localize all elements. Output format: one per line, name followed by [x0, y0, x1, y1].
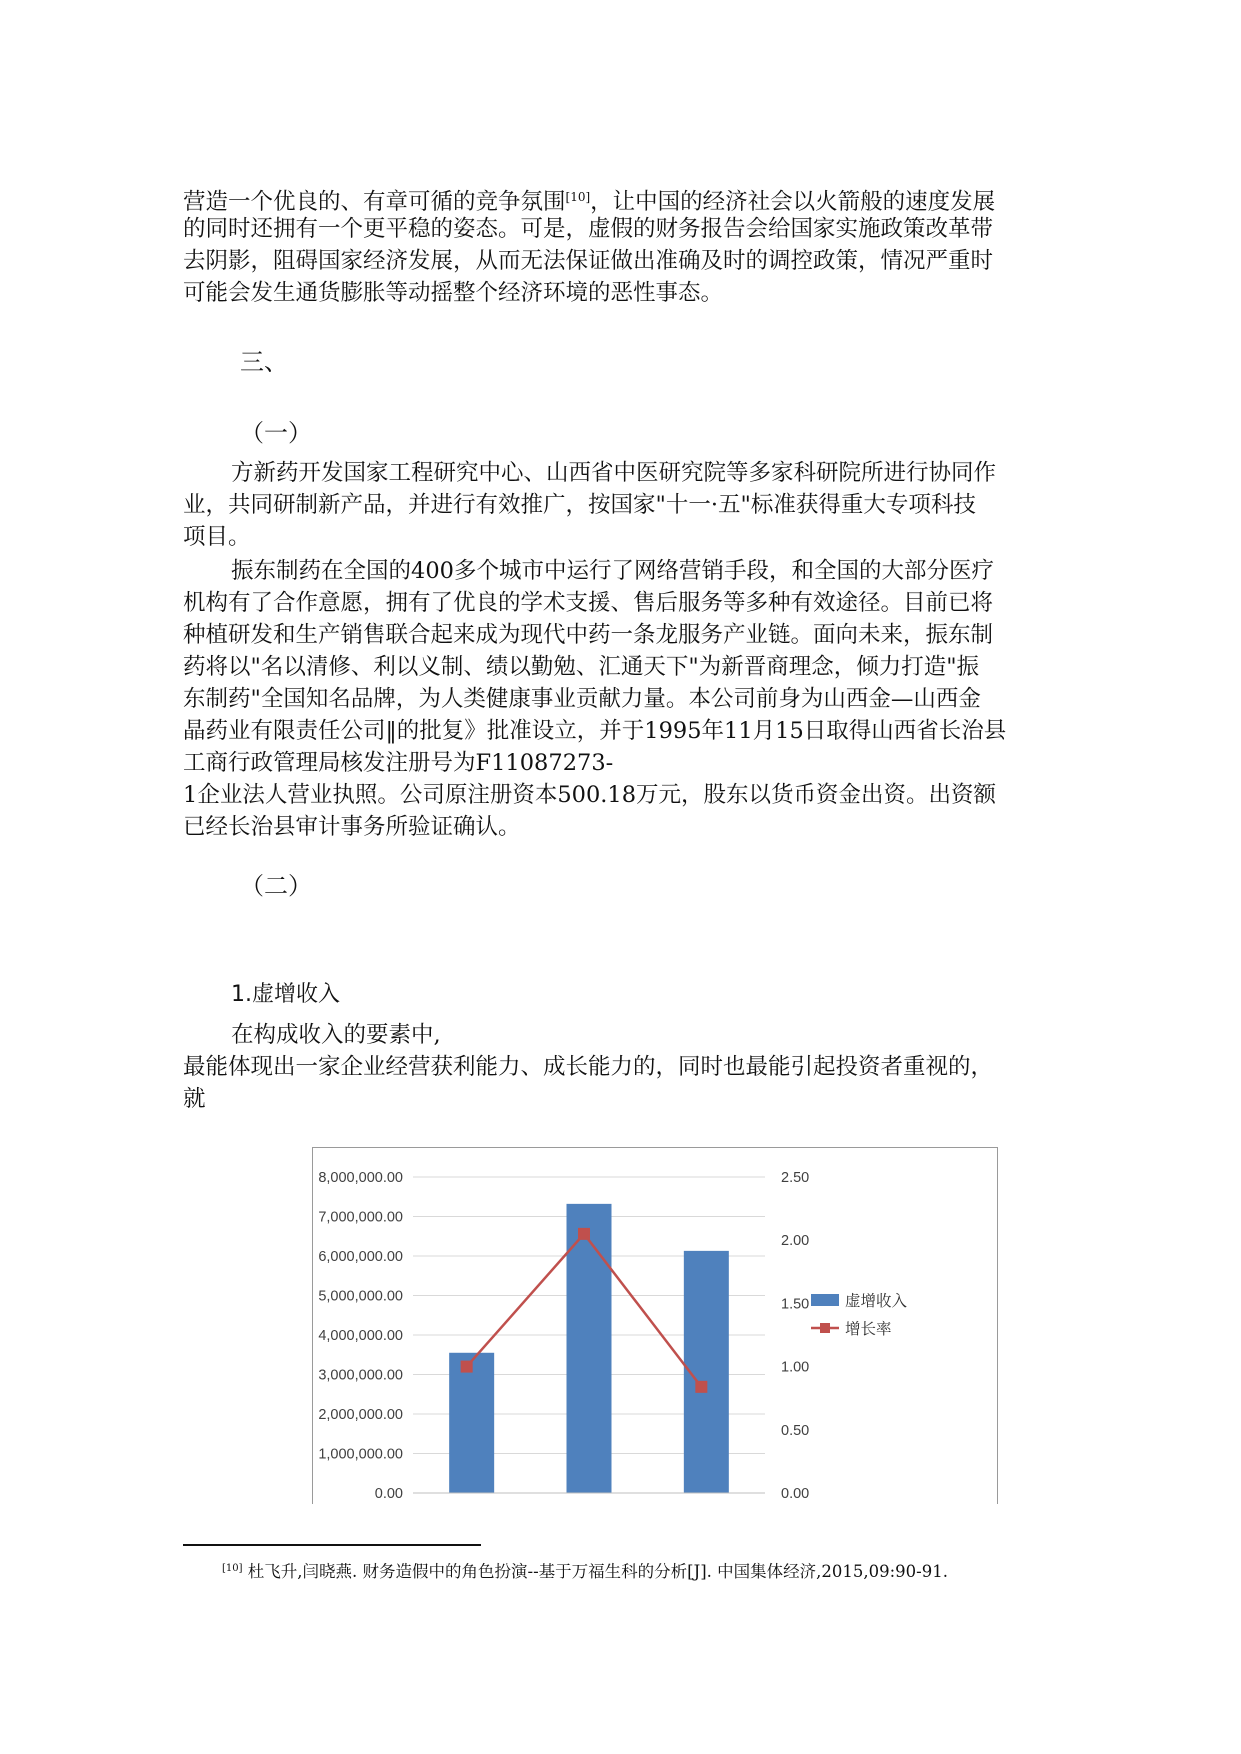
right-axis-tick-label: 0.50 — [781, 1422, 810, 1439]
footnote-text: 杜飞升,闫晓燕. 财务造假中的角色扮演--基于万福生科的分析[J]. 中国集体经济,2015,09:90-91. — [247, 1562, 948, 1581]
p1-line-1: 方新药开发国家工程研究中心、山西省中医研究院等多家科研院所进行协同作 — [231, 460, 997, 486]
right-axis-tick-label: 2.00 — [781, 1233, 810, 1250]
footnote-separator — [183, 1544, 481, 1546]
revenue-growth-chart — [313, 1148, 997, 1504]
intro-line-4: 可能会发生通货膨胀等动摇整个经济环境的恶性事态。 — [183, 280, 724, 306]
p2-line-3: 种植研发和生产销售联合起来成为现代中药一条龙服务产业链。面向未来，振东制 — [183, 622, 994, 648]
section-three-heading: 三、 — [240, 348, 288, 376]
right-axis-tick-label: 1.00 — [781, 1359, 810, 1376]
footnote — [222, 1558, 948, 1583]
left-axis-tick-label: 3,000,000.00 — [318, 1367, 403, 1384]
p2-line-8: 1企业法人营业执照。公司原注册资本500.18万元，股东以货币资金出资。出资额 — [183, 782, 997, 808]
legend-bar-swatch — [811, 1294, 839, 1306]
bar-1 — [449, 1353, 494, 1493]
item1-title: 1.虚增收入 — [231, 982, 340, 1007]
left-axis-tick-label: 0.00 — [374, 1486, 403, 1502]
left-axis-tick-label: 8,000,000.00 — [318, 1170, 403, 1186]
legend-line-label: 增长率 — [845, 1321, 892, 1338]
p1-line-3: 项目。 — [183, 524, 251, 550]
chart-frame — [312, 1147, 998, 1504]
p2-line-2: 机构有了合作意愿，拥有了优良的学术支援、售后服务等多种有效途径。目前已将 — [183, 590, 994, 616]
p3-line-2: 最能体现出一家企业经营获利能力、成长能力的，同时也最能引起投资者重视的， — [183, 1054, 994, 1080]
sub-two-heading: （二） — [240, 872, 312, 900]
intro-line-1 — [183, 182, 995, 217]
sub-one-heading: （一） — [240, 419, 312, 447]
footnote-ref: [10] — [222, 1563, 243, 1574]
p1-line-2: 业，共同研制新产品，并进行有效推广，按国家"十一·五"标准获得重大专项科技 — [183, 492, 976, 518]
left-axis-tick-label: 7,000,000.00 — [318, 1209, 403, 1226]
growth-marker-3 — [695, 1381, 707, 1393]
legend-line-marker — [820, 1323, 830, 1333]
left-axis-tick-label: 4,000,000.00 — [318, 1328, 403, 1344]
p3-line-1: 在构成收入的要素中, — [231, 1022, 441, 1048]
p2-line-4: 药将以"名以清修、利以义制、绩以勤勉、汇通天下"为新晋商理念，倾力打造"振 — [183, 654, 980, 680]
left-axis-tick-label: 1,000,000.00 — [318, 1446, 403, 1463]
p2-line-7: 工商行政管理局核发注册号为F11087273- — [183, 750, 614, 776]
left-axis-tick-label: 2,000,000.00 — [318, 1407, 403, 1423]
p2-line-6: 晶药业有限责任公司‖的批复》批准设立，并于1995年11月15日取得山西省长治县 — [183, 718, 1007, 744]
citation-ref-10[interactable]: [10] — [565, 190, 591, 204]
right-axis-tick-label: 0.00 — [781, 1486, 810, 1502]
legend-bar-label: 虚增收入 — [845, 1293, 908, 1310]
intro-line-1-b: ，让中国的经济社会以火箭般的速度发展 — [590, 189, 996, 215]
p3-line-3: 就 — [183, 1086, 206, 1112]
right-axis-tick-label: 1.50 — [781, 1296, 810, 1313]
growth-marker-2 — [578, 1228, 590, 1240]
left-axis-tick-label: 6,000,000.00 — [318, 1249, 403, 1265]
left-axis-tick-label: 5,000,000.00 — [318, 1288, 403, 1305]
right-axis-tick-label: 2.50 — [781, 1170, 810, 1186]
intro-line-2: 的同时还拥有一个更平稳的姿态。可是，虚假的财务报告会给国家实施政策改革带 — [183, 216, 994, 242]
intro-line-1-a: 营造一个优良的、有章可循的竞争氛围 — [183, 189, 566, 215]
p2-line-9: 已经长治县审计事务所验证确认。 — [183, 814, 521, 840]
p2-line-1: 振东制药在全国的400多个城市中运行了网络营销手段，和全国的大部分医疗 — [231, 558, 994, 584]
intro-line-3: 去阴影，阻碍国家经济发展，从而无法保证做出准确及时的调控政策，情况严重时 — [183, 248, 994, 274]
p2-line-5: 东制药"全国知名品牌，为人类健康事业贡献力量。本公司前身为山西金—山西金 — [183, 686, 981, 712]
growth-marker-1 — [461, 1361, 473, 1373]
